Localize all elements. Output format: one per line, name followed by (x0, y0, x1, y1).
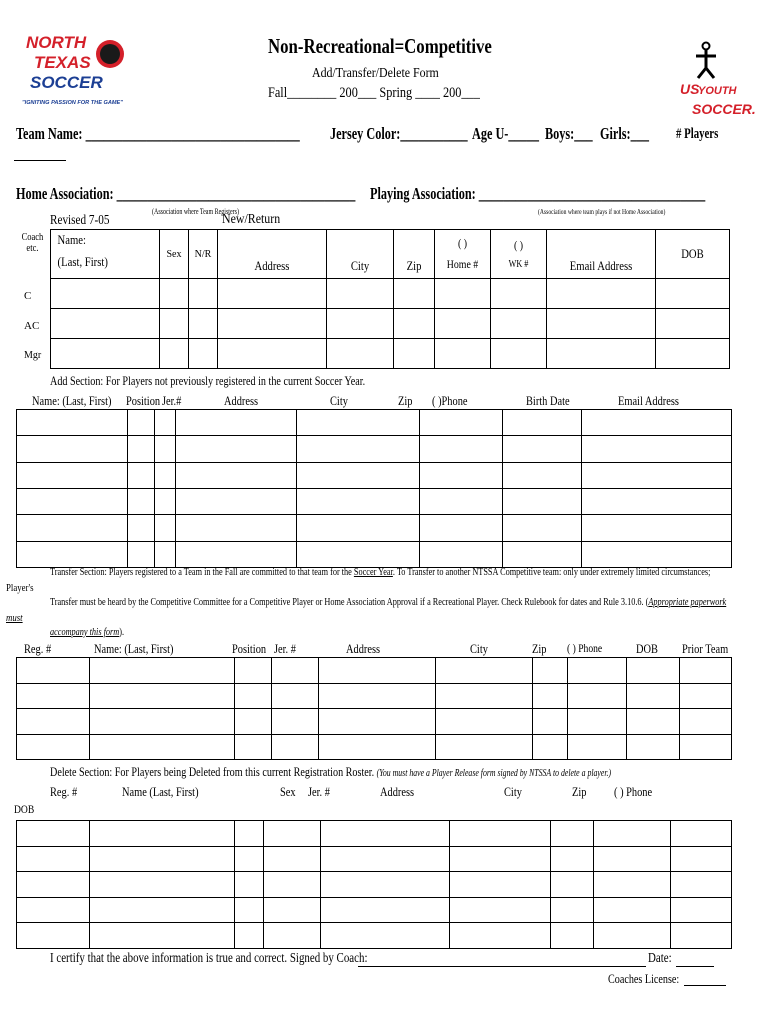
add-section-heading: Add Section: For Players not previously registered in the current Soccer Year. (50, 373, 366, 388)
coach-col-zip: Zip (394, 230, 435, 279)
add-row[interactable] (17, 410, 732, 436)
delete-row[interactable] (17, 847, 732, 872)
form-title: Non-Recreational=Competitive (268, 34, 492, 58)
add-row[interactable] (17, 436, 732, 463)
transfer-col-name: Name: (Last, First) (94, 641, 174, 656)
players-label: Player's (6, 582, 34, 594)
add-table (16, 409, 732, 568)
revised-label: Revised 7-05 (50, 213, 110, 228)
logo-tagline: "IGNITING PASSION FOR THE GAME" (22, 100, 123, 106)
logo-word-us: US (680, 81, 700, 97)
add-col-birthdate: Birth Date (526, 393, 570, 408)
jersey-color-field[interactable]: Jersey Color:___________ (330, 124, 468, 143)
add-col-address: Address (224, 393, 259, 408)
row-label-mgr: Mgr (24, 350, 42, 361)
add-row[interactable] (17, 489, 732, 515)
team-name-field[interactable]: Team Name: ___________________________________ (16, 124, 300, 143)
logo-word-youth: YOUTH (698, 85, 737, 97)
row-label-ac: AC (24, 320, 40, 332)
delete-table (16, 820, 732, 949)
add-col-email: Email Address (618, 393, 679, 408)
transfer-row[interactable] (17, 658, 732, 684)
coach-col-name: Name: (Last, First) (51, 230, 160, 279)
transfer-line-3: accompany this form). (50, 626, 125, 638)
add-col-name: Name: (Last, First) (32, 393, 112, 408)
coaches-license-line[interactable] (684, 985, 726, 986)
transfer-table (16, 657, 732, 760)
playing-association-note: (Association where team plays if not Home Association) (538, 207, 666, 216)
delete-col-dob: DOB (14, 802, 35, 816)
add-row[interactable] (17, 515, 732, 542)
coaches-license-label: Coaches License: (608, 971, 680, 986)
delete-row[interactable] (17, 821, 732, 847)
must-label: must (6, 612, 23, 624)
add-col-phone: ( )Phone (432, 393, 468, 408)
transfer-row[interactable] (17, 735, 732, 760)
form-subtitle: Add/Transfer/Delete Form (312, 66, 439, 81)
transfer-col-prior-team: Prior Team (682, 641, 729, 656)
transfer-col-zip: Zip (532, 641, 547, 656)
logo-word-north: NORTH (26, 33, 87, 52)
north-texas-soccer-logo (22, 30, 122, 110)
home-association-field[interactable]: Home Association: _______________________________________ (16, 184, 356, 203)
coach-row-ac[interactable] (51, 309, 730, 339)
coach-signature-line[interactable] (358, 966, 646, 967)
delete-col-city: City (504, 784, 522, 799)
coach-col-dob: DOB (656, 230, 730, 279)
players-count-field[interactable]: # Players (676, 126, 719, 142)
transfer-col-position: Position (232, 641, 267, 656)
logo-word-texas: TEXAS (34, 53, 91, 72)
delete-col-name: Name (Last, First) (122, 784, 199, 799)
transfer-row[interactable] (17, 709, 732, 735)
us-youth-soccer-logo (678, 38, 756, 138)
transfer-col-dob: DOB (636, 641, 658, 656)
delete-col-reg: Reg. # (50, 784, 78, 799)
age-field[interactable]: Age U-_____ (472, 124, 539, 143)
delete-col-zip: Zip (572, 784, 587, 799)
logo-word-soccer-us: SOCCER. (692, 101, 756, 117)
delete-row[interactable] (17, 872, 732, 898)
add-row[interactable] (17, 463, 732, 489)
row-label-c: C (24, 290, 32, 302)
players-count-line[interactable] (14, 160, 66, 161)
coach-etc-label: Coach etc. (21, 232, 44, 254)
transfer-col-phone: ( ) Phone (567, 641, 603, 655)
delete-section-heading: Delete Section: For Players being Deleted from this current Registration Roster. (You must have a Player Release form signed by NTSSA to delete a player.) (50, 764, 612, 779)
coach-col-city: City (327, 230, 394, 279)
coach-col-sex: Sex (160, 230, 189, 279)
add-col-city: City (330, 393, 348, 408)
playing-association-field[interactable]: Playing Association: _____________________________________ (370, 184, 706, 203)
home-association-note: (Association where Team Registers) (152, 207, 239, 216)
logo-word-soccer: SOCCER (30, 73, 103, 92)
add-col-jer: Jer.# (162, 393, 182, 408)
transfer-line-2: Transfer must be heard by the Competitive Committee for a Competitive Player or Home Association Approval if a Recreational Player. Check Rulebook for dates and Rule 3.10.6. (Appropriate paperwork (50, 596, 727, 608)
boys-field[interactable]: Boys:___ (545, 124, 593, 143)
coach-row-c[interactable] (51, 279, 730, 309)
girls-field[interactable]: Girls:___ (600, 124, 649, 143)
date-line[interactable] (676, 966, 714, 967)
delete-col-sex: Sex (280, 784, 296, 799)
transfer-col-address: Address (346, 641, 381, 656)
season-line[interactable]: Fall________ 200___ Spring ____ 200___ (268, 85, 480, 101)
coach-table (50, 229, 730, 369)
certify-statement: I certify that the above information is true and correct. Signed by Coach: (50, 951, 368, 966)
add-col-zip: Zip (398, 393, 413, 408)
transfer-col-jer: Jer. # (274, 641, 296, 656)
add-row[interactable] (17, 542, 732, 568)
transfer-col-city: City (470, 641, 488, 656)
coach-col-email: Email Address (547, 230, 656, 279)
coach-col-wk: ( ) WK # (491, 230, 547, 279)
delete-col-address: Address (380, 784, 415, 799)
transfer-row[interactable] (17, 684, 732, 709)
delete-row[interactable] (17, 923, 732, 949)
date-label: Date: (648, 951, 672, 966)
coach-col-home: ( ) Home # (435, 230, 491, 279)
delete-col-jer: Jer. # (308, 784, 330, 799)
coach-row-mgr[interactable] (51, 339, 730, 369)
add-col-position: Position (126, 393, 161, 408)
coach-col-nr: N/R (189, 230, 218, 279)
transfer-line-1: Transfer Section: Players registered to a Team in the Fall are committed to that team for the Soccer Year. To Transfer to another NTSSA Competitive team: only under extremely limited circumstances; (50, 566, 711, 578)
transfer-col-reg: Reg. # (24, 641, 52, 656)
new-return-label: New/Return (222, 212, 281, 227)
delete-col-phone: ( ) Phone (614, 784, 653, 799)
coach-col-address: Address (218, 230, 327, 279)
delete-row[interactable] (17, 898, 732, 923)
